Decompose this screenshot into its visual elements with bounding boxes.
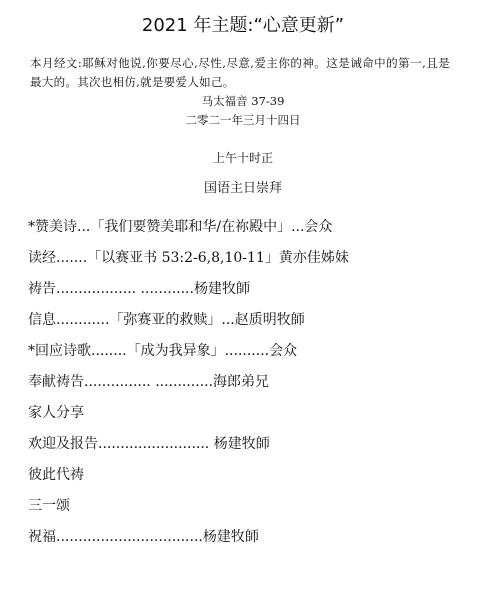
program-item-response-hymn: *回应诗歌........「成为我异象」..........会众 (28, 343, 298, 359)
program-item-benediction: 祝福.................................杨建牧師 (28, 529, 259, 545)
program-item-intercession: 彼此代祷 (28, 467, 84, 483)
program-item-hymn: *赞美诗...「我们要赞美耶和华/在祢殿中」...会众 (28, 219, 333, 235)
program-item-offering-prayer: 奉献祷告............... .............海郎弟兄 (28, 374, 270, 390)
monthly-verse: 本月经文:耶稣对他说,你要尽心,尽性,尽意,爱主你的神。这是诫命中的第一,且是最大的。其次也相仿,就是要爱人如己。 (30, 56, 450, 89)
program-item-prayer: 祷告.................. ............杨建牧師 (28, 281, 250, 297)
verse-reference: 马太福音 37-39 (201, 94, 285, 108)
program-item-scripture: 读经.......「以赛亚书 53:2-6,8,10-11」黄亦佳姊妹 (28, 250, 349, 266)
service-name: 国语主日崇拜 (203, 181, 282, 196)
program-item-message: 信息............「弥赛亚的救赎」...赵质明牧師 (28, 312, 305, 328)
program-item-doxology: 三一颂 (28, 498, 70, 514)
page-title: 2021 年主题:“心意更新” (141, 15, 345, 36)
service-date: 二零二一年三月十四日 (185, 113, 301, 127)
order-of-service (28, 212, 448, 553)
service-time: 上午十时正 (212, 151, 273, 165)
program-item-announcements: 欢迎及报告......................... 杨建牧師 (28, 436, 270, 452)
program-item-sharing: 家人分享 (28, 405, 84, 421)
